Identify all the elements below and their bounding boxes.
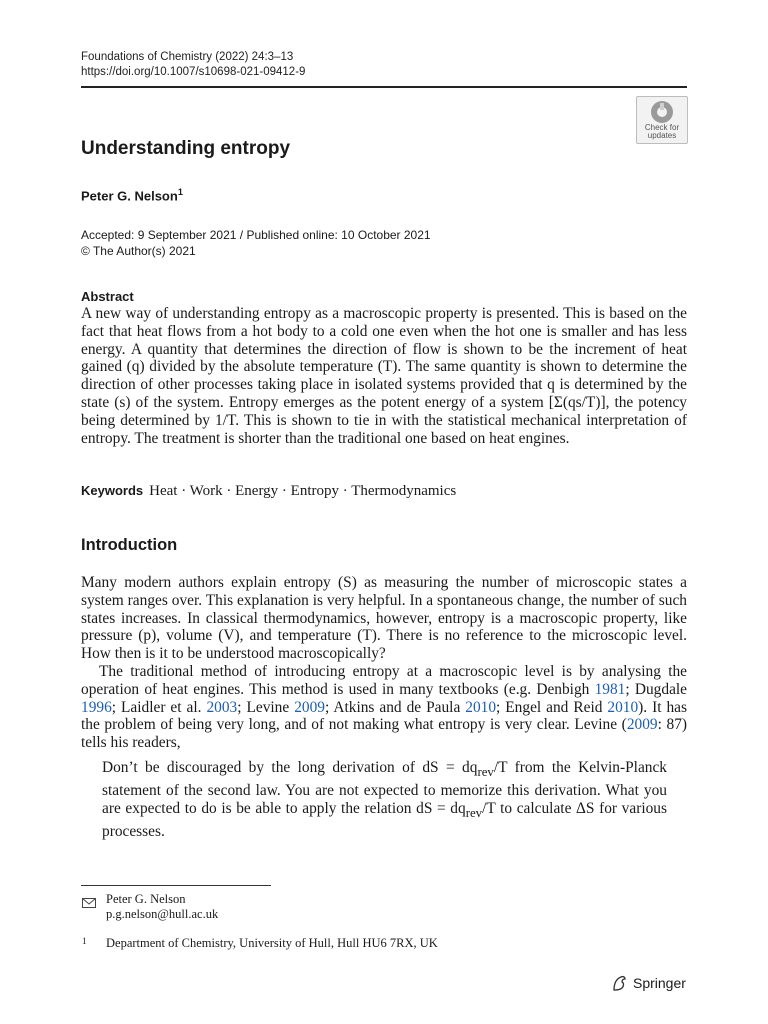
envelope-icon [82,895,96,913]
author-name: Peter G. Nelson [81,188,178,204]
crossmark-icon [648,100,676,124]
badge-line1: Check for [644,123,680,132]
author-line [81,187,183,203]
author-email[interactable]: p.g.nelson@hull.ac.uk [106,907,219,921]
block-quote: Don’t be discouraged by the long derivation of dS = $dq_{rev}/T$ from the Kelvin-Planck statement of the second law. You are not expected to memorize this derivation. What you are expected to do is be able to apply the relation dS = $dq_{rev}/T$ to calculate ΔS for various processes. [102,759,667,840]
check-for-updates-badge[interactable] [636,96,688,144]
affiliation-text: Department of Chemistry, University of Hull, Hull HU6 7RX, UK [106,936,438,950]
citation-link[interactable]: 2009 [294,698,325,716]
abstract-text: A new way of understanding entropy as a macroscopic property is presented. This is based on the fact that heat flows from a hot body to a cold one even when the hot one is smaller and has less energy. A quantity that determines the direction of flow is shown to be the increment of heat gained (q) divided by the absolute temperature (T). The same quantity is shown to determine the direction of other processes taking place in isolated systems provided that q is determined by the state (s) of the system. Entropy emerges as the potent energy of a system [Σ(qs/T)], the potency being determined by 1/T. This is shown to tie in with the statistical mechanical interpretation of entropy. The treatment is shorter than the traditional one based on heat engines. [81,305,687,447]
dates-line: Accepted: 9 September 2021 / Published online: 10 October 2021 [81,228,431,242]
section-heading-introduction: Introduction [81,536,178,554]
citation-link[interactable]: 2010 [465,698,497,716]
footnote-rule [81,885,271,886]
article-title: Understanding entropy [81,138,291,159]
citation-link[interactable]: 1981 [594,680,626,698]
article-dates [81,227,431,259]
springer-horse-icon [610,974,628,992]
keywords-label: Keywords [81,483,144,498]
citation-link[interactable]: 1996 [81,698,112,716]
intro-paragraph-2: The traditional method of introducing entropy at a macroscopic level is by analysing the operation of heat engines. This method is used in many textbooks (e.g. Denbigh 1981; Dugdale 1996; Laidler et al. 2003; Levine 2009; Atkins and de Paula 2010; Engel and Reid 2010). It has the problem of being very long, and of not making what entropy is very clear. Levine (2009: 87) tells his readers, [81,662,688,752]
copyright-line: © The Author(s) 2021 [81,244,196,258]
doi-link[interactable]: https://doi.org/10.1007/s10698-021-09412-9 [81,66,306,78]
introduction-body [81,574,687,752]
affiliation-number: 1 [82,936,87,946]
keywords-line [81,483,456,500]
corresponding-author [106,892,218,922]
citation-link[interactable]: 2009 [626,716,658,734]
badge-line2: updates [647,131,677,140]
journal-citation: Foundations of Chemistry (2022) 24:3–13 [81,51,294,63]
journal-header [81,50,305,80]
keywords-list: Heat · Work · Energy · Entropy · Thermodynamics [149,483,457,499]
author-affil-mark[interactable]: 1 [177,187,183,197]
intro-paragraph-1: Many modern authors explain entropy (S) as measuring the number of microscopic states a system ranges over. This explanation is very helpful. In a spontaneous change, the number of such states increases. In classical thermodynamics, however, entropy is a macroscopic property, like pressure (p), volume (V), and temperature (T). There is no reference to the microscopic level. How then is it to be understood macroscopically? [81,574,687,663]
header-rule [81,86,687,88]
footnote-author-name: Peter G. Nelson [106,892,186,906]
citation-link[interactable]: 2003 [206,698,238,716]
citation-link[interactable]: 2010 [607,698,639,716]
abstract-heading: Abstract [81,289,134,304]
publisher-name: Springer [633,975,686,991]
publisher-logo [610,974,686,992]
